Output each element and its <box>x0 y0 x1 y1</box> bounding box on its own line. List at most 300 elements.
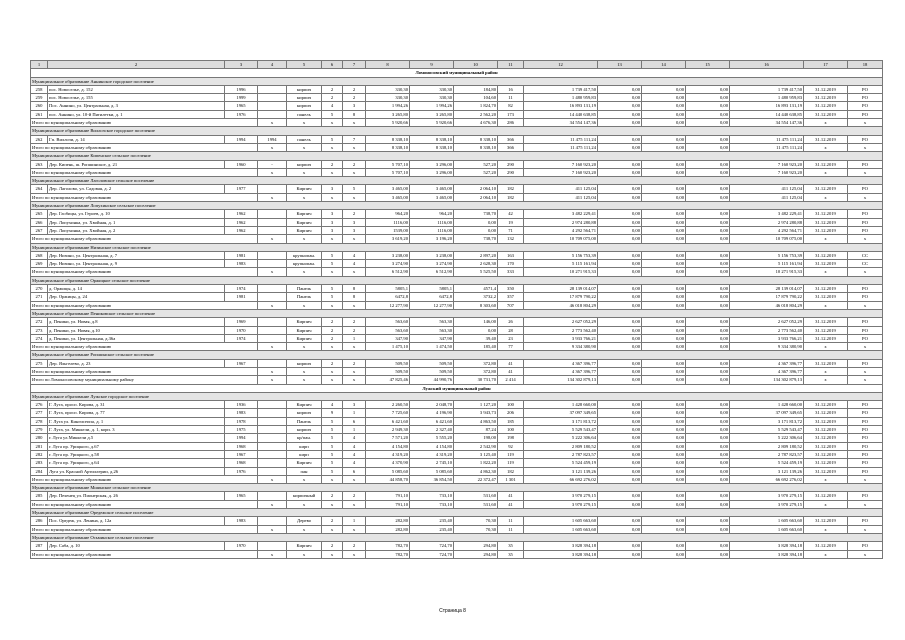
table-cell: x <box>848 550 883 558</box>
table-cell: 0,00 <box>686 417 730 425</box>
table-cell: 1962 <box>225 210 258 218</box>
table-cell: 272 <box>31 318 48 326</box>
table-cell: 287 <box>31 542 48 550</box>
table-cell: 2 <box>343 94 366 102</box>
table-cell: 5 <box>322 285 343 293</box>
table-cell: 3 828 394,18 <box>524 542 598 550</box>
table-cell: 31.12.2019 <box>804 426 848 434</box>
table-cell: Г. Луга, просп. Кирова, д. 31 <box>48 401 225 409</box>
table-cell: 0,00 <box>598 401 642 409</box>
table-cell: 2 745,10 <box>410 459 454 467</box>
table-cell: 280 <box>31 434 48 442</box>
table-cell: 4571,4 <box>454 285 498 293</box>
table-cell: 0,00 <box>642 110 686 118</box>
table-row <box>31 450 883 458</box>
table-cell: x <box>287 500 322 508</box>
table-cell: x <box>848 500 883 508</box>
table-cell: 0,00 <box>598 492 642 500</box>
table-cell: пос. Новоселье, д. 152 <box>48 85 225 93</box>
table-cell: 3 933 766,21 <box>524 334 598 342</box>
table-cell: 0,00 <box>642 301 686 309</box>
table-cell: 2 <box>343 160 366 168</box>
table-cell: 0,00 <box>598 450 642 458</box>
table-cell: 2 <box>322 160 343 168</box>
table-cell: 0,00 <box>642 517 686 525</box>
table-cell: 0,00 <box>686 318 730 326</box>
subtotal-row <box>31 475 883 483</box>
table-cell: 0,00 <box>598 334 642 342</box>
table-cell: 1 739 417,50 <box>524 85 598 93</box>
subtotal-row <box>31 376 883 384</box>
table-cell: 14 440 638,85 <box>730 110 804 118</box>
table-cell: 0,00 <box>642 550 686 558</box>
table-cell: 2 974 280,88 <box>730 218 804 226</box>
table-cell: 5 <box>322 260 343 268</box>
table-cell: 5 920,66 <box>366 119 410 127</box>
table-cell: 1 994,26 <box>410 102 454 110</box>
table-cell: 3 238,00 <box>410 251 454 259</box>
table-cell: 0,00 <box>598 301 642 309</box>
table-cell: x <box>804 367 848 375</box>
table-cell: 34 554 147,36 <box>730 119 804 127</box>
document-sheet <box>30 60 882 559</box>
table-cell: 35 <box>498 542 524 550</box>
table-cell: 31.12.2019 <box>804 542 848 550</box>
table-cell: x <box>287 119 322 127</box>
table-cell: РО <box>848 326 883 334</box>
table-cell: кирпич <box>287 160 322 168</box>
table-cell: - <box>258 160 287 168</box>
table-cell: 3 <box>322 226 343 234</box>
table-cell: 0,00 <box>598 326 642 334</box>
district-heading-row <box>31 384 883 392</box>
table-cell: 2 <box>322 334 343 342</box>
table-cell: Пос. Оредеж, ул. Ленина, д. 12а <box>48 517 225 525</box>
table-cell: 0,00 <box>454 226 498 234</box>
table-cell: 0,00 <box>598 434 642 442</box>
table-cell: 1981 <box>225 293 258 301</box>
table-cell: 3 828 394,18 <box>524 550 598 558</box>
table-cell: 1969 <box>225 318 258 326</box>
table-cell: 9 334 380,90 <box>524 343 598 351</box>
table-cell: РО <box>848 218 883 226</box>
table-cell: x <box>343 235 366 243</box>
table-cell: Дер. Лопухинка, ул. Хвойная, д. 2 <box>48 226 225 234</box>
table-cell: 146,00 <box>454 318 498 326</box>
table-cell: 0,00 <box>686 467 730 475</box>
table-cell: 82 <box>498 102 524 110</box>
table-cell: 3 265,80 <box>410 110 454 118</box>
table-cell: 1974 <box>225 334 258 342</box>
table-cell: 4 <box>343 434 366 442</box>
table-cell: 3 970 279,15 <box>524 500 598 508</box>
table-cell: 4 <box>258 61 287 69</box>
table-cell: 366 <box>498 143 524 151</box>
table-cell: 1 <box>343 409 366 417</box>
table-cell: 0,00 <box>642 359 686 367</box>
table-cell: РО <box>848 442 883 450</box>
table-cell: x <box>287 343 322 351</box>
table-cell: 1116,00 <box>366 218 410 226</box>
table-cell: 31.12.2019 <box>804 135 848 143</box>
municipality-heading-row <box>31 392 883 400</box>
table-cell: x <box>258 301 287 309</box>
table-cell: 4 319,20 <box>410 450 454 458</box>
table-cell: x <box>848 475 883 483</box>
municipality-heading-row <box>31 152 883 160</box>
table-cell: 31.12.2019 <box>804 442 848 450</box>
table-cell: x <box>287 550 322 558</box>
subtotal-row <box>31 143 883 151</box>
table-cell: Итого по муниципальному образованию <box>31 168 258 176</box>
table-cell: 10 271 915,33 <box>524 268 598 276</box>
table-cell: 724,70 <box>410 550 454 558</box>
table-cell: Дер. Пехенец ул. Пионерская, д. 26 <box>48 492 225 500</box>
table-cell: 0,00 <box>642 168 686 176</box>
table-cell <box>258 226 287 234</box>
table-cell: 279 <box>31 426 48 434</box>
table-row <box>31 94 883 102</box>
table-cell: x <box>804 550 848 558</box>
table-cell <box>258 85 287 93</box>
table-cell: панель <box>287 135 322 143</box>
table-cell: 0,00 <box>598 210 642 218</box>
table-cell: 7 571,20 <box>366 434 410 442</box>
table-cell: 0,00 <box>686 285 730 293</box>
table-cell: x <box>287 475 322 483</box>
table-row <box>31 318 883 326</box>
table-cell: 1974 <box>225 285 258 293</box>
table-cell: 2 <box>322 318 343 326</box>
table-body <box>31 61 883 559</box>
table-cell: кирпич <box>287 94 322 102</box>
table-cell: 0,00 <box>598 119 642 127</box>
table-row <box>31 251 883 259</box>
table-cell: x <box>287 235 322 243</box>
table-cell: 5 222 306,64 <box>730 434 804 442</box>
table-row <box>31 135 883 143</box>
table-cell: Дер. Кипень, ш. Ропшинское, д. 21 <box>48 160 225 168</box>
table-cell: 1 428 660,00 <box>730 401 804 409</box>
table-cell: 10 271 915,33 <box>730 268 804 276</box>
table-cell: 31.12.2019 <box>804 285 848 293</box>
table-cell: 531,60 <box>454 500 498 508</box>
table-cell <box>258 409 287 417</box>
table-cell: 4 367 396,77 <box>730 359 804 367</box>
table-cell: 31.12.2019 <box>804 517 848 525</box>
table-cell: 0,00 <box>686 193 730 201</box>
table-cell: 31.12.2019 <box>804 417 848 425</box>
table-cell: 0,00 <box>598 459 642 467</box>
table-cell: 5805,1 <box>410 285 454 293</box>
table-cell: 0,00 <box>598 102 642 110</box>
table-cell: x <box>343 168 366 176</box>
table-row <box>31 110 883 118</box>
table-cell: 269 <box>31 260 48 268</box>
table-cell: 5 <box>322 135 343 143</box>
table-cell: 0,00 <box>642 185 686 193</box>
table-cell: 282,80 <box>366 525 410 533</box>
table-cell: 3 943,73 <box>454 409 498 417</box>
table-cell: 163 <box>498 251 524 259</box>
table-cell: 0,00 <box>642 102 686 110</box>
table-cell: 1994 <box>225 434 258 442</box>
table-cell: 411 125,04 <box>524 185 598 193</box>
table-cell: 31.12.2019 <box>804 110 848 118</box>
table-cell: 347,90 <box>410 334 454 342</box>
table-cell: 267 <box>31 226 48 234</box>
table-cell: 0,00 <box>598 293 642 301</box>
table-cell: 3 482 229,41 <box>730 210 804 218</box>
table-cell: 2 627 052,29 <box>524 318 598 326</box>
table-cell: 0,00 <box>598 185 642 193</box>
table-cell: 0,00 <box>598 475 642 483</box>
table-cell: РО <box>848 334 883 342</box>
table-cell: 2 414 <box>498 376 524 384</box>
table-row <box>31 285 883 293</box>
table-cell <box>258 542 287 550</box>
table-cell: 1 605 663,60 <box>730 517 804 525</box>
table-cell: 0,00 <box>642 326 686 334</box>
table-cell: 330,30 <box>410 94 454 102</box>
table-cell: 2 <box>343 85 366 93</box>
table-cell: x <box>322 168 343 176</box>
table-cell: 4 154,80 <box>366 442 410 450</box>
table-cell: 1981 <box>225 251 258 259</box>
table-cell <box>258 285 287 293</box>
table-cell <box>258 210 287 218</box>
table-cell: x <box>343 500 366 508</box>
table-cell: Итого по муниципальному образованию <box>31 525 258 533</box>
table-cell: 738,70 <box>454 235 498 243</box>
table-cell: x <box>322 550 343 558</box>
table-cell: 1967 <box>225 359 258 367</box>
table-cell: 964,20 <box>366 210 410 218</box>
table-cell: 5 115 161,94 <box>730 260 804 268</box>
table-cell: 17 879 790,22 <box>524 293 598 301</box>
table-cell: 47 825,46 <box>366 376 410 384</box>
table-cell: 1978 <box>225 417 258 425</box>
table-cell: 0,00 <box>686 376 730 384</box>
table-cell <box>258 442 287 450</box>
table-cell: 66 692 276,02 <box>524 475 598 483</box>
table-cell: 964,20 <box>410 210 454 218</box>
table-cell: 16 <box>498 85 524 93</box>
table-cell: x <box>258 235 287 243</box>
table-cell: 0,00 <box>642 85 686 93</box>
table-cell: 290 <box>498 168 524 176</box>
table-cell <box>258 94 287 102</box>
table-cell: кирпич <box>287 426 322 434</box>
table-cell: 5805,1 <box>366 285 410 293</box>
table-cell: 411 125,04 <box>730 185 804 193</box>
table-cell: кирпич <box>287 102 322 110</box>
table-cell: Итого по муниципальному образованию <box>31 500 258 508</box>
table-cell: 0,00 <box>686 343 730 351</box>
table-cell: 1977 <box>225 185 258 193</box>
table-cell: 0,00 <box>686 326 730 334</box>
table-cell: РО <box>848 318 883 326</box>
table-cell: кирпич <box>287 85 322 93</box>
table-cell: 17 879 790,22 <box>730 293 804 301</box>
table-cell: 282 <box>31 450 48 458</box>
table-cell: 87,24 <box>454 426 498 434</box>
table-cell: 3 970 279,15 <box>730 492 804 500</box>
table-cell: РО <box>848 417 883 425</box>
table-cell: x <box>804 193 848 201</box>
table-cell: Муниципальное образование Лопухинское сельское поселение <box>31 202 883 210</box>
table-cell: 2 <box>322 542 343 550</box>
subtotal-row <box>31 301 883 309</box>
table-cell: 4 <box>322 401 343 409</box>
table-cell <box>258 293 287 301</box>
table-row <box>31 334 883 342</box>
table-cell: 0,00 <box>642 318 686 326</box>
table-cell: РО <box>848 459 883 467</box>
table-cell: 3 171 813,72 <box>730 417 804 425</box>
table-cell: x <box>804 376 848 384</box>
table-cell: 3 238,00 <box>366 251 410 259</box>
table-cell: кирпич <box>287 409 322 417</box>
table-cell: 5 <box>322 426 343 434</box>
table-cell: 0,00 <box>642 475 686 483</box>
table-cell: Итого по муниципальному образованию <box>31 301 258 309</box>
table-cell: 0,00 <box>686 542 730 550</box>
table-cell: 1960 <box>225 160 258 168</box>
table-cell: 6 <box>343 417 366 425</box>
table-cell: 0,00 <box>598 550 642 558</box>
table-cell: Итого по муниципальному образованию <box>31 143 258 151</box>
table-cell: 2 787 823,57 <box>730 450 804 458</box>
municipality-heading-row <box>31 243 883 251</box>
table-cell: 8 338,10 <box>366 135 410 143</box>
table-cell: 3 619,20 <box>366 235 410 243</box>
table-cell: 4 <box>343 260 366 268</box>
table-cell <box>258 260 287 268</box>
table-cell: 0,00 <box>686 525 730 533</box>
municipality-heading-row <box>31 77 883 85</box>
table-cell: 1 <box>31 61 48 69</box>
table-cell: x <box>848 343 883 351</box>
table-cell: г. Луга пр. Урицкого, д.58 <box>48 450 225 458</box>
table-cell: 350 <box>498 285 524 293</box>
table-cell: 0,00 <box>598 193 642 201</box>
table-cell: 71 <box>498 226 524 234</box>
table-cell: 260 <box>31 102 48 110</box>
table-cell: Муниципальное образование Осьминское сельское поселение <box>31 533 883 541</box>
table-cell: 16 893 131,19 <box>730 102 804 110</box>
table-cell: 22 372,47 <box>454 475 498 483</box>
table-cell: 0,00 <box>598 517 642 525</box>
table-cell: 0,00 <box>598 251 642 259</box>
table-cell: 1 <box>343 517 366 525</box>
table-cell: 6 512,90 <box>410 268 454 276</box>
table-cell: Муниципальное образование Лаголовское сельское поселение <box>31 177 883 185</box>
table-cell: 1 <box>343 426 366 434</box>
table-cell: Муниципальное образование Аннинское городское поселение <box>31 77 883 85</box>
table-cell: 3 296,00 <box>410 160 454 168</box>
table-cell: 707 <box>498 301 524 309</box>
table-cell: 92 <box>498 442 524 450</box>
table-cell: 286 <box>498 119 524 127</box>
table-cell: x <box>258 268 287 276</box>
table-cell: 28 139 014,07 <box>730 285 804 293</box>
table-cell: 5 529 543,47 <box>524 426 598 434</box>
table-cell: 173 <box>498 110 524 118</box>
subtotal-row <box>31 193 883 201</box>
table-cell: 7 160 923,20 <box>730 160 804 168</box>
table-cell: 294,80 <box>454 550 498 558</box>
table-cell: Дер. Лаголово, ул. Садовая, д. 2 <box>48 185 225 193</box>
table-cell: 182 <box>498 193 524 201</box>
table-cell: x <box>287 268 322 276</box>
municipality-heading-row <box>31 351 883 359</box>
table-cell: 0,00 <box>642 525 686 533</box>
table-cell: 0,00 <box>642 434 686 442</box>
table-cell: 4 292 564,71 <box>730 226 804 234</box>
table-cell: 16 893 131,19 <box>524 102 598 110</box>
table-cell: РО <box>848 450 883 458</box>
table-cell: 0,00 <box>598 359 642 367</box>
table-cell: 31.12.2019 <box>804 160 848 168</box>
table-cell: 509,50 <box>410 367 454 375</box>
table-cell: 31.12.2019 <box>804 251 848 259</box>
table-cell: 132 <box>498 235 524 243</box>
table-cell: 35 <box>498 550 524 558</box>
table-cell <box>258 110 287 118</box>
table-cell: 5 <box>322 467 343 475</box>
table-cell: РО <box>848 517 883 525</box>
table-cell: 1 127,20 <box>454 401 498 409</box>
table-cell: РО <box>848 110 883 118</box>
table-cell: 8 <box>343 285 366 293</box>
table-cell: 791,10 <box>366 492 410 500</box>
table-cell: 1983 <box>225 409 258 417</box>
table-cell: 563,60 <box>366 318 410 326</box>
table-cell: x <box>287 525 322 533</box>
table-cell: 0,00 <box>686 268 730 276</box>
table-cell: x <box>848 193 883 201</box>
table-cell: 0,00 <box>642 500 686 508</box>
table-cell: 66 692 276,02 <box>730 475 804 483</box>
table-cell: 5 <box>322 293 343 301</box>
table-row <box>31 160 883 168</box>
table-cell: 0,00 <box>598 500 642 508</box>
table-cell: 182 <box>498 467 524 475</box>
table-cell: x <box>804 343 848 351</box>
table-cell: Дер. Яльгелево, д. 23 <box>48 359 225 367</box>
table-cell: 31.12.2019 <box>804 467 848 475</box>
table-cell: 0,00 <box>642 285 686 293</box>
table-cell: x <box>848 367 883 375</box>
subtotal-row <box>31 268 883 276</box>
table-cell: x <box>287 168 322 176</box>
municipality-heading-row <box>31 533 883 541</box>
table-cell: 2 <box>322 85 343 93</box>
table-cell: 0,00 <box>642 467 686 475</box>
table-cell: x <box>287 193 322 201</box>
table-cell: 271 <box>31 293 48 301</box>
table-cell: 0,00 <box>686 210 730 218</box>
table-cell: 266 <box>31 218 48 226</box>
table-cell: 0,00 <box>642 160 686 168</box>
table-cell: 36 854,50 <box>410 475 454 483</box>
table-cell: 28 <box>498 326 524 334</box>
table-cell: 5 156 753,39 <box>730 251 804 259</box>
table-cell: 10 709 075,00 <box>524 235 598 243</box>
table-cell: x <box>322 301 343 309</box>
table-cell: Кирпич <box>287 185 322 193</box>
